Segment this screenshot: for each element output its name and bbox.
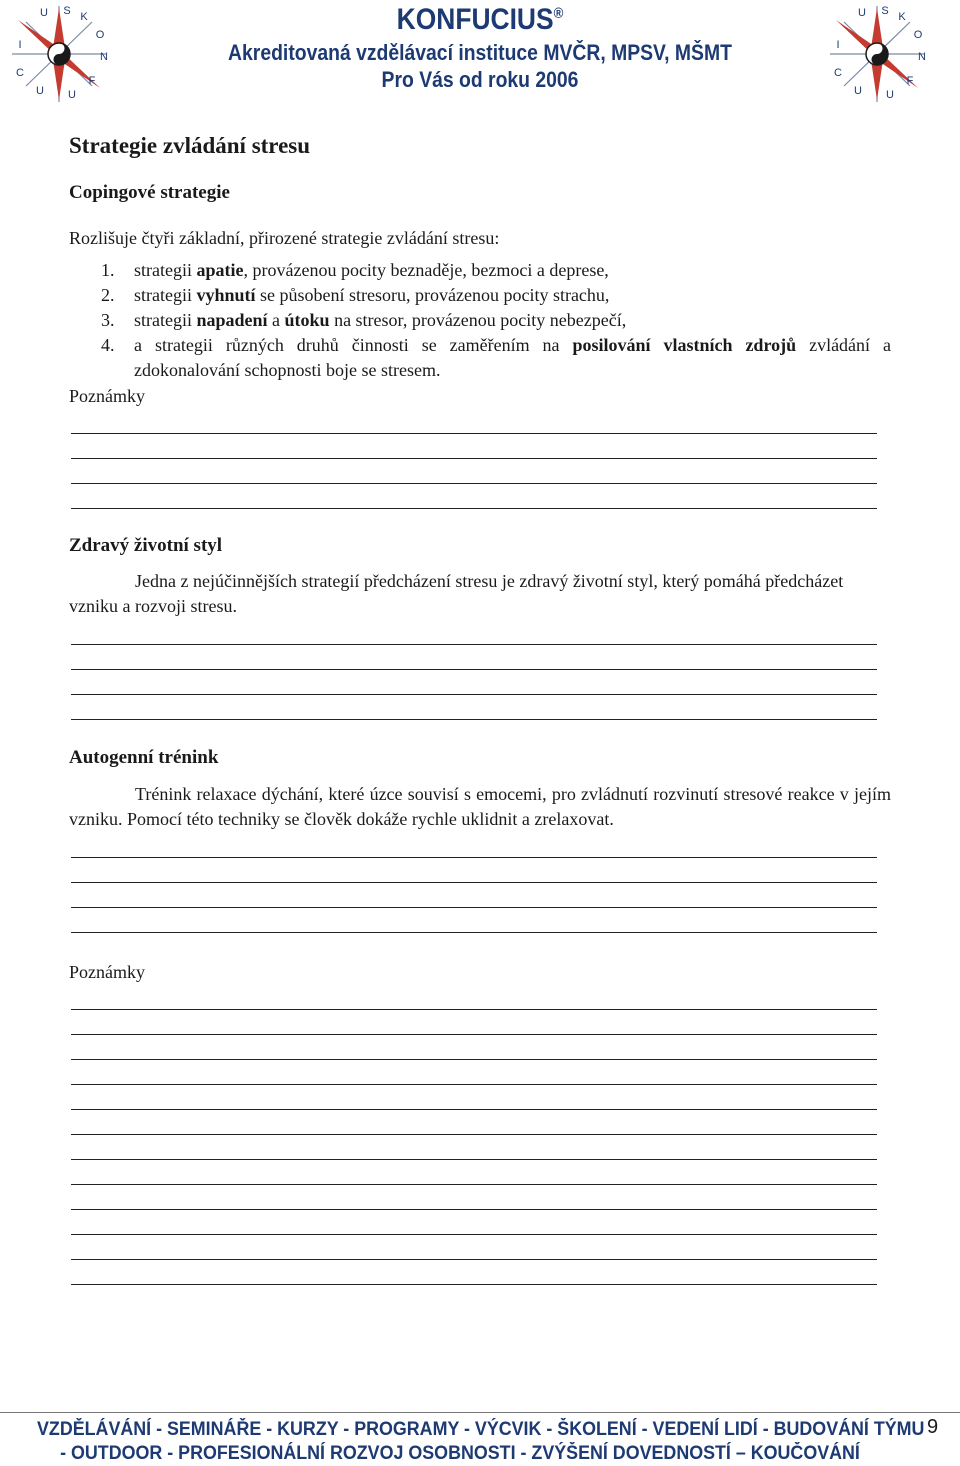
logo-letter: U — [68, 89, 76, 101]
notes-label: Poznámky — [69, 386, 145, 406]
writing-line[interactable] — [71, 620, 877, 645]
strategy-list — [69, 258, 891, 383]
writing-line[interactable] — [71, 459, 877, 484]
writing-line[interactable] — [71, 858, 877, 883]
list-number: 2. — [101, 285, 115, 305]
healthy-lifestyle-heading: Zdravý životní styl — [69, 535, 223, 556]
page-number: 9 — [927, 1416, 939, 1438]
logo-letter: N — [918, 51, 926, 63]
logo-letter: O — [913, 29, 923, 41]
writing-line[interactable] — [71, 409, 877, 434]
logo-letter: U — [36, 85, 44, 97]
page-header — [0, 0, 960, 110]
logo-letter: U — [886, 89, 894, 101]
logo-letter: U — [858, 7, 866, 19]
writing-line[interactable] — [71, 1035, 877, 1060]
writing-line[interactable] — [71, 484, 877, 509]
konfucius-logo-icon — [822, 2, 932, 106]
writing-line[interactable] — [71, 1210, 877, 1235]
writing-line[interactable] — [71, 1010, 877, 1035]
coping-heading: Copingové strategie — [69, 182, 230, 203]
logo-letter: F — [906, 75, 914, 87]
writing-line[interactable] — [71, 883, 877, 908]
footer-divider — [0, 1412, 960, 1413]
page-title: Strategie zvládání stresu — [69, 133, 311, 158]
writing-line[interactable] — [71, 1185, 877, 1210]
logo-letter: K — [898, 11, 906, 23]
page-content — [69, 130, 891, 1285]
writing-line[interactable] — [71, 1160, 877, 1185]
list-item: 2. strategii vyhnutí se působení stresoru, provázenou pocity strachu, — [69, 283, 891, 308]
logo-letter: U — [854, 85, 862, 97]
since-line: Pro Vás od roku 2006 — [381, 67, 579, 92]
notes-lines[interactable] — [71, 985, 877, 1285]
notes-lines[interactable] — [71, 833, 877, 933]
notes-lines[interactable] — [71, 620, 877, 720]
logo-letter: O — [95, 29, 105, 41]
list-item: 3. strategii napadení a útoku na stresor, provázenou pocity nebezpečí, — [69, 308, 891, 333]
logo-letter: C — [16, 67, 24, 79]
logo-letter: I — [18, 39, 22, 51]
writing-line[interactable] — [71, 908, 877, 933]
logo-letter: S — [63, 5, 71, 17]
autogenic-training-heading: Autogenní trénink — [69, 747, 219, 768]
healthy-lifestyle-text: Jedna z nejúčinnějších strategií předcházení stresu je zdravý životní styl, který pomáhá předcházet vzniku a rozvoji stresu. — [69, 571, 844, 616]
page-footer — [0, 1410, 960, 1464]
logo-letter: U — [40, 7, 48, 19]
autogenic-training-text: Trénink relaxace dýchání, které úzce souvisí s emocemi, pro zvládnutí rozvinutí stresové reakce v jejím vzniku. Pomocí této techniky se člověk dokáže rychle uklidnit a zrelaxovat. — [69, 784, 891, 829]
coping-intro: Rozlišuje čtyři základní, přirozené strategie zvládání stresu: — [69, 228, 500, 248]
footer-services-line-2: - OUTDOOR - PROFESIONÁLNÍ ROZVOJ OSOBNOSTI - ZVÝŠENÍ DOVEDNOSTÍ – KOUČOVÁNÍ — [60, 1443, 860, 1464]
writing-line[interactable] — [71, 670, 877, 695]
notes-lines[interactable] — [71, 409, 877, 509]
writing-line[interactable] — [71, 1235, 877, 1260]
list-number: 1. — [101, 260, 115, 280]
writing-line[interactable] — [71, 1060, 877, 1085]
list-number: 3. — [101, 310, 115, 330]
writing-line[interactable] — [71, 695, 877, 720]
notes-label: Poznámky — [69, 962, 145, 982]
logo-letter: I — [836, 39, 840, 51]
logo-letter: C — [834, 67, 842, 79]
writing-line[interactable] — [71, 1135, 877, 1160]
konfucius-logo-icon — [4, 2, 114, 106]
footer-services-line-1: VZDĚLÁVÁNÍ - SEMINÁŘE - KURZY - PROGRAMY - VÝCVIK - ŠKOLENÍ - VEDENÍ LIDÍ - BUDOVÁNÍ TÝMU — [37, 1419, 925, 1440]
list-item: 1. strategii apatie, provázenou pocity beznaděje, bezmoci a deprese, — [69, 258, 891, 283]
writing-line[interactable] — [71, 1260, 877, 1285]
logo-letter: S — [881, 5, 889, 17]
writing-line[interactable] — [71, 1085, 877, 1110]
logo-letter: F — [88, 75, 96, 87]
list-number: 4. — [101, 335, 115, 355]
writing-line[interactable] — [71, 985, 877, 1010]
list-item: 4. a strategii různých druhů činnosti se zaměřením na posilování vlastních zdrojů zvládání a zdokonalování schopnosti boje se stresem. — [101, 335, 891, 380]
writing-line[interactable] — [71, 645, 877, 670]
writing-line[interactable] — [71, 1110, 877, 1135]
accreditation-line: Akreditovaná vzdělávací instituce MVČR, MPSV, MŠMT — [228, 40, 732, 65]
logo-letter: N — [100, 51, 108, 63]
writing-line[interactable] — [71, 434, 877, 459]
logo-letter: K — [80, 11, 88, 23]
registered-mark: ® — [553, 5, 564, 22]
brand-name: KONFUCIUS® — [396, 3, 564, 36]
writing-line[interactable] — [71, 833, 877, 858]
